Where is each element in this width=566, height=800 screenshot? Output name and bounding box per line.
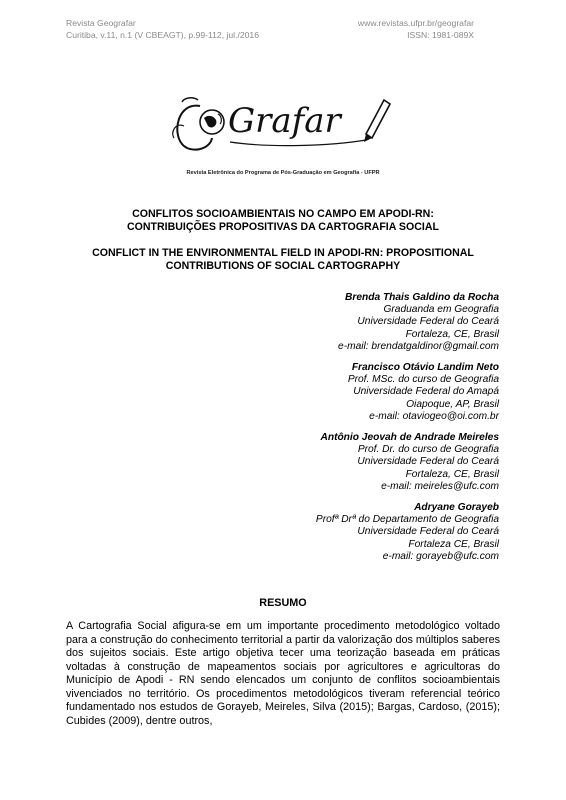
- journal-name: Revista Geografar: [66, 18, 136, 28]
- author-block: [240, 292, 499, 353]
- author-affiliation-line: Fortaleza CE, Brasil: [408, 538, 499, 550]
- title-en-line-1: CONFLICT IN THE ENVIRONMENTAL FIELD IN APODI-RN: PROPOSITIONAL: [92, 247, 474, 259]
- author-email: e-mail: brendatgaldinor@gmail.com: [338, 340, 499, 352]
- logo-caption: Revista Eletrônica do Programa de Pós-Graduação em Geografia - UFPR: [186, 170, 380, 176]
- author-block: [240, 432, 499, 493]
- author-affiliation-line: Fortaleza, CE, Brasil: [405, 328, 499, 340]
- abstract-heading: RESUMO: [259, 597, 307, 609]
- author-name: Brenda Thais Galdino da Rocha: [345, 292, 499, 303]
- author-block: [240, 362, 499, 423]
- author-name: Francisco Otávio Landim Neto: [351, 362, 499, 374]
- author-email: e-mail: meireles@ufc.com: [381, 480, 499, 492]
- author-affiliation-line: Fortaleza, CE, Brasil: [405, 468, 499, 480]
- author-affiliation-line: Prof. Dr. do curso de Geografia: [357, 444, 499, 456]
- author-affiliation-line: Prof. MSc. do curso de Geografia: [347, 374, 499, 386]
- author-affiliation-line: Universidade Federal do Ceará: [357, 316, 499, 328]
- title-pt-line-1: CONFLITOS SOCIOAMBIENTAIS NO CAMPO EM APODI-RN:: [132, 208, 434, 220]
- author-block: [240, 502, 499, 563]
- author-email: e-mail: otaviogeo@oi.com.br: [369, 410, 499, 422]
- author-affiliation-line: Universidade Federal do Amapá: [353, 386, 499, 398]
- author-affiliation-line: Oiapoque, AP, Brasil: [406, 398, 499, 410]
- title-english: [60, 247, 506, 273]
- globe-pen-logo-icon: [170, 92, 400, 162]
- journal-issn: ISSN: 1981-089X: [407, 30, 474, 40]
- journal-header-right: [342, 17, 474, 41]
- author-affiliation-line: Universidade Federal do Ceará: [357, 456, 499, 468]
- journal-url: www.revistas.ufpr.br/geografar: [357, 18, 474, 28]
- author-email: e-mail: gorayeb@ufc.com: [382, 550, 499, 562]
- author-affiliation-line: Graduanda em Geografia: [383, 304, 499, 316]
- abstract-text: A Cartografia Social afigura-se em um importante procedimento metodológico voltado para a construção do conhecimento territorial a partir da valorização dos múltiplos saberes dos sujeitos sociais. Este artigo objetiva tecer uma teorização baseada em práticas voltadas à construção de mapeamentos sociais por agricultores e agricultoras do Município de Apodi - RN sendo elencados um conjunto de conflitos socioambientais vivenciados no território. Os procedimentos metodológicos tiveram referencial teórico fundamentado nos estudos de Gorayeb, Meireles, Silva (2015); Bargas, Cardoso, (2015); Cubides (2009), dentre outros,: [66, 620, 500, 727]
- author-affiliation-line: Profª Drª do Departamento de Geografia: [315, 514, 499, 526]
- title-en-line-2: CONTRIBUTIONS OF SOCIAL CARTOGRAPHY: [165, 260, 401, 272]
- title-portuguese: [60, 208, 506, 234]
- author-list: [240, 292, 499, 572]
- journal-issue: Curitiba, v.11, n.1 (V CBEAGT), p.99-112, jul./2016: [66, 30, 259, 40]
- author-name: Adryane Gorayeb: [414, 502, 499, 514]
- geografar-logo: [170, 92, 400, 162]
- author-affiliation-line: Universidade Federal do Ceará: [357, 526, 499, 538]
- author-name: Antônio Jeovah de Andrade Meireles: [320, 432, 499, 444]
- title-pt-line-2: CONTRIBUIÇÕES PROPOSITIVAS DA CARTOGRAFIA SOCIAL: [127, 221, 439, 233]
- logo-wordmark: Grafar: [228, 101, 341, 141]
- journal-header-left: [66, 17, 259, 41]
